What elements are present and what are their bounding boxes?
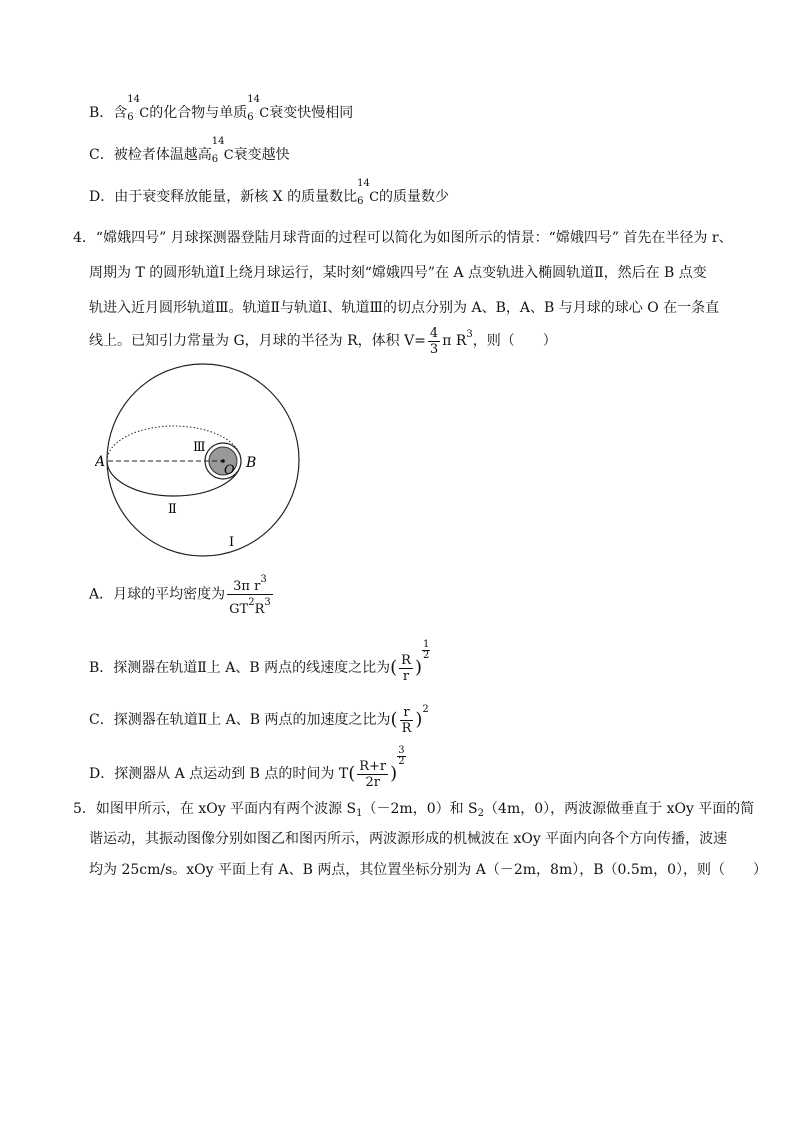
label-orbit-three: Ⅲ	[193, 440, 206, 455]
density-fraction: $\frac{3\pi r^3}{GT^2R^3}$	[229, 574, 271, 617]
q3-option-c: C．被检者体温越高 14 6 C衰变越快	[89, 136, 290, 165]
label-center-o: O	[224, 463, 235, 478]
velocity-ratio-fraction: $\frac{R}{r}$	[401, 652, 411, 684]
q4-stem-line3: 轨进入近月圆形轨道Ⅲ。轨道Ⅱ与轨道Ⅰ、轨道Ⅲ的切点分别为 A、B，A、B 与月球的球心 O 在一条直	[89, 300, 720, 316]
carbon14-isotope: 14 6 C	[247, 94, 270, 123]
label-orbit-one: Ⅰ	[229, 535, 235, 550]
q4-option-b: B．探测器在轨道Ⅱ上 A、B 两点的线速度之比为( $\frac{R}{r}$ ) $\frac{1}{2}$	[89, 639, 430, 684]
q5-stem-line1: 5．如图甲所示，在 xOy 平面内有两个波源 $S_1(-2m$，0）和 $S_2(4m$，0），两波源做垂直于 xOy 平面的简	[73, 801, 755, 819]
label-point-a: A	[95, 454, 106, 470]
label-orbit-two: Ⅱ	[168, 502, 177, 517]
orbit-one-circle	[107, 364, 299, 556]
q4-stem-line4: 线上。已知引力常量为 G，月球的半径为 R，体积 V= $\frac{4}{3}$ π $R^3$，则（ ）	[89, 325, 557, 357]
q5-stem-line3: 均为 25cm/s。xOy 平面上有 A、B 两点，其位置坐标分别为 A（－2m，8m），B（0.5m，0），则（ ）	[89, 862, 767, 878]
q5-stem-line2: 谐运动，其振动图像分别如图乙和图丙所示，两波源形成的机械波在 xOy 平面内向各个方向传播，波速	[89, 831, 728, 847]
fraction-four-thirds: $\frac{4}{3}$	[429, 325, 439, 357]
orbit-diagram	[95, 360, 310, 560]
q3-option-b: B．含 14 6 C的化合物与单质 14 6 C衰变快慢相同	[89, 94, 354, 123]
carbon14-isotope: 14 6 C	[127, 94, 150, 123]
label-point-b: B	[246, 455, 257, 471]
exponent-half: $\frac{1}{2}$	[422, 639, 430, 661]
carbon14-isotope: 14 6 C	[357, 178, 380, 207]
time-fraction: $\frac{R+r}{2r}$	[359, 758, 387, 790]
exponent-three-halves: $\frac{3}{2}$	[398, 745, 405, 767]
q4-option-d: D．探测器从 A 点运动到 B 点的时间为 T( $\frac{R+r}{2r}$ ) $\frac{3}{2}$	[89, 745, 405, 790]
q3-option-d: D．由于衰变释放能量，新核 X 的质量数比 14 6 C的质量数少	[89, 178, 450, 207]
q4-option-a: A．月球的平均密度为 $\frac{3\pi r^3}{GT^2R^3}$	[89, 574, 271, 617]
q4-stem-line2: 周期为 T 的圆形轨道Ⅰ上绕月球运行，某时刻“嫦娥四号”在 A 点变轨进入椭圆轨道Ⅱ，然后在 B 点变	[89, 265, 707, 281]
acceleration-ratio-fraction: $\frac{r}{R}$	[401, 704, 412, 736]
carbon14-isotope: 14 6 C	[211, 136, 234, 165]
q4-option-c: C．探测器在轨道Ⅱ上 A、B 两点的加速度之比为( $\frac{r}{R}$ )$^2$	[89, 704, 429, 736]
q4-stem-line1: 4．“嫦娥四号” 月球探测器登陆月球背面的过程可以简化为如图所示的情景：“嫦娥四号” 首先在半径为 r、	[73, 230, 733, 246]
